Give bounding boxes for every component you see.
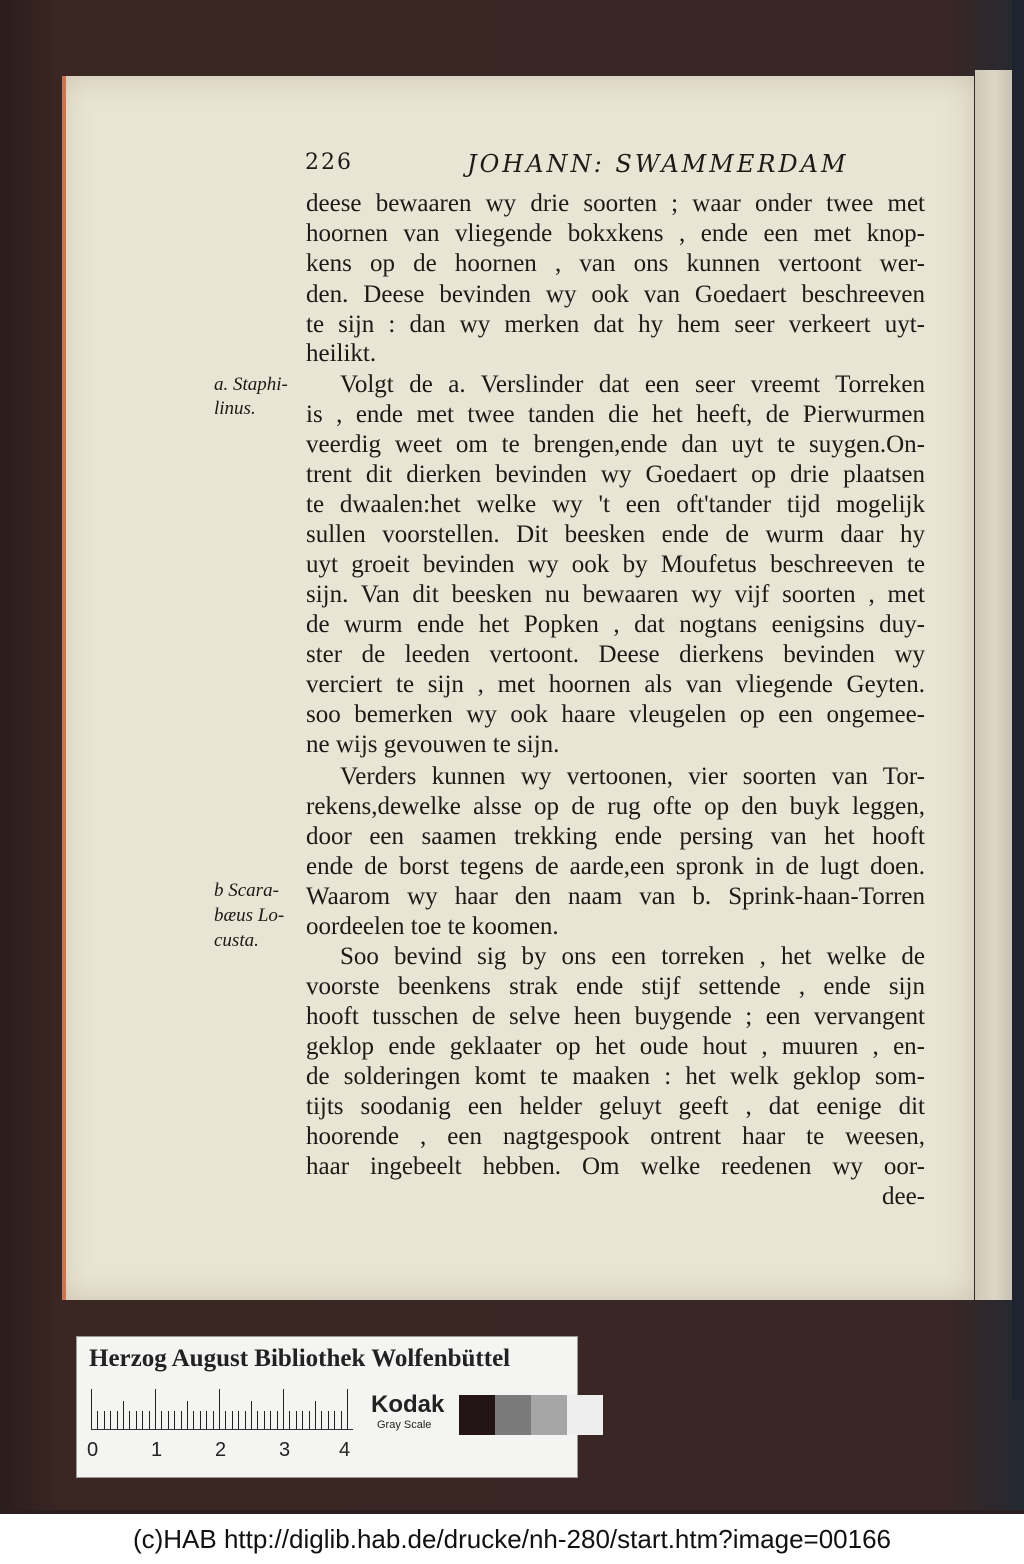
ruler-tick [136,1411,137,1429]
text-line: Volgt de a. Verslinder dat een seer vreemt Torreken [340,371,925,398]
gray-swatch [531,1395,567,1435]
text-line: deese bewaaren wy drie soorten ; waar onder twee met [306,190,925,217]
text-line: rekens,dewelke alsse op de rug ofte op den buyk leggen, [306,793,925,820]
text-line: ne wijs gevouwen te sijn. [306,731,560,758]
ruler-tick [334,1411,335,1429]
text-line: Waarom wy haar den naam van b. Sprink-haan-Torren [306,883,925,910]
margin-note-a-line2: linus. [214,398,256,419]
page-number: 226 [305,150,353,175]
ruler-tick [161,1411,162,1429]
scan-border-right [1012,0,1024,1400]
library-scale-label [76,1336,578,1478]
ruler-tick [238,1411,239,1429]
ruler-tick [251,1401,252,1429]
ruler-tick [302,1411,303,1429]
text-line: door een saamen trekking ende persing van het hooft [306,823,925,850]
ruler-tick [277,1411,278,1429]
text-line: de solderingen komt te maaken : het welk geklop som- [306,1063,925,1090]
margin-note-a-line1: a. Staphi- [214,374,288,395]
ruler-tick [321,1411,322,1429]
ruler-tick [289,1411,290,1429]
text-line: soo bemerken wy ook haare vleugelen op een ongemee- [306,701,925,728]
gray-swatch [495,1395,531,1435]
text-line: hooft tusschen de selve heen buygende ; een vervangent [306,1003,925,1030]
ruler-tick [283,1389,284,1429]
ruler-tick [257,1411,258,1429]
text-line: uyt groeit bevinden wy ook by Moufetus beschreeven te [306,551,925,578]
text-line: Soo bevind sig by ons een torreken , het welke de [340,943,925,970]
text-line: tijts soodanig een helder geluyt geeft , dat eenige dit [306,1093,925,1120]
ruler-number: 1 [151,1439,163,1461]
ruler-tick [200,1411,201,1429]
ruler-number: 4 [339,1439,351,1461]
ruler-tick [270,1411,271,1429]
margin-note-b-line2: bæus Lo- [214,905,285,926]
ruler-tick [328,1411,329,1429]
ruler-tick [347,1389,348,1429]
text-line: sullen voorstellen. Dit beesken ende de wurm daar hy [306,521,925,548]
ruler-tick [181,1411,182,1429]
running-title: JOHANN: SWAMMERDAM [467,150,849,178]
ruler-tick [309,1411,310,1429]
text-line: dee- [881,1183,925,1210]
text-line: heilikt. [306,340,377,367]
ruler-tick [91,1389,92,1429]
ruler-number: 3 [279,1439,291,1461]
page-header [305,150,925,184]
copyright-credit: (c)HAB http://diglib.hab.de/drucke/nh-280/start.htm?image=00166 [0,1514,1024,1564]
text-line: Verders kunnen wy vertoonen, vier soorten van Tor- [340,763,925,790]
text-line: ende de borst tegens de aarde,een spronk in de lugt doen. [306,853,925,880]
text-line: verciert te sijn , met hoornen als van vliegende Geyten. [306,671,925,698]
ruler-tick [117,1411,118,1429]
ruler-tick [296,1411,297,1429]
text-line: de wurm ende het Popken , dat nogtans eenigsins duy- [306,611,925,638]
ruler-tick [110,1411,111,1429]
ruler-tick [97,1411,98,1429]
text-line: sijn. Van dit beesken nu bewaaren wy vijf soorten , met [306,581,925,608]
ruler-tick [174,1411,175,1429]
kodak-logo-text: Kodak [371,1391,445,1418]
text-line: is , ende met twee tanden die het heeft, de Pierwurmen [306,401,925,428]
library-name: Herzog August Bibliothek Wolfenbüttel [89,1345,511,1372]
ruler-tick [206,1411,207,1429]
text-line: veerdig weet om te brengen,ende dan uyt te suygen.On- [306,431,925,458]
ruler-number: 2 [215,1439,227,1461]
text-line: hoornen van vliegende bokxkens , ende een met knop- [306,220,925,247]
ruler-tick [232,1411,233,1429]
ruler-tick [213,1411,214,1429]
ruler-tick [193,1411,194,1429]
ruler-tick [341,1411,342,1429]
margin-note-b-line1: b Scara- [214,880,279,901]
margin-note-b-line3: custa. [214,930,259,951]
ruler-tick [219,1389,220,1429]
ruler-tick [123,1401,124,1429]
gray-scale-text: Gray Scale [377,1419,432,1431]
ruler-tick [245,1411,246,1429]
text-line: oordeelen toe te koomen. [306,913,559,940]
gray-swatch [459,1395,495,1435]
ruler-tick [187,1401,188,1429]
ruler-tick [168,1411,169,1429]
ruler-tick [129,1411,130,1429]
text-line: hoorende , een nagtgespook ontrent haar te weesen, [306,1123,925,1150]
text-line: haar ingebeelt hebben. Om welke reedenen wy oor- [306,1153,925,1180]
text-line: trent dit dierken bevinden wy Goedaert op drie plaatsen [306,461,925,488]
measurement-ruler [91,1389,353,1430]
text-line: geklop ende geklaater op het oude hout , muuren , en- [306,1033,925,1060]
ruler-number: 0 [87,1439,99,1461]
text-line: den. Deese bevinden wy ook van Goedaert beschreeven [306,281,925,308]
text-line: kens op de hoornen , van ons kunnen vertoont wer- [306,250,925,277]
text-line: voorste beenkens strak ende stijf settende , ende sijn [306,973,925,1000]
text-line: te sijn : dan wy merken dat hy hem seer verkeert uyt- [306,311,925,338]
gray-swatch [567,1395,603,1435]
ruler-tick [264,1411,265,1429]
ruler-tick [315,1401,316,1429]
ruler-tick [155,1389,156,1429]
text-line: te dwaalen:het welke wy 't een oft'tander tijd mogelijk [306,491,925,518]
ruler-tick [149,1411,150,1429]
ruler-tick [104,1411,105,1429]
text-line: ster de leeden vertoont. Deese dierkens bevinden wy [306,641,925,668]
ruler-tick [225,1411,226,1429]
ruler-tick [142,1411,143,1429]
